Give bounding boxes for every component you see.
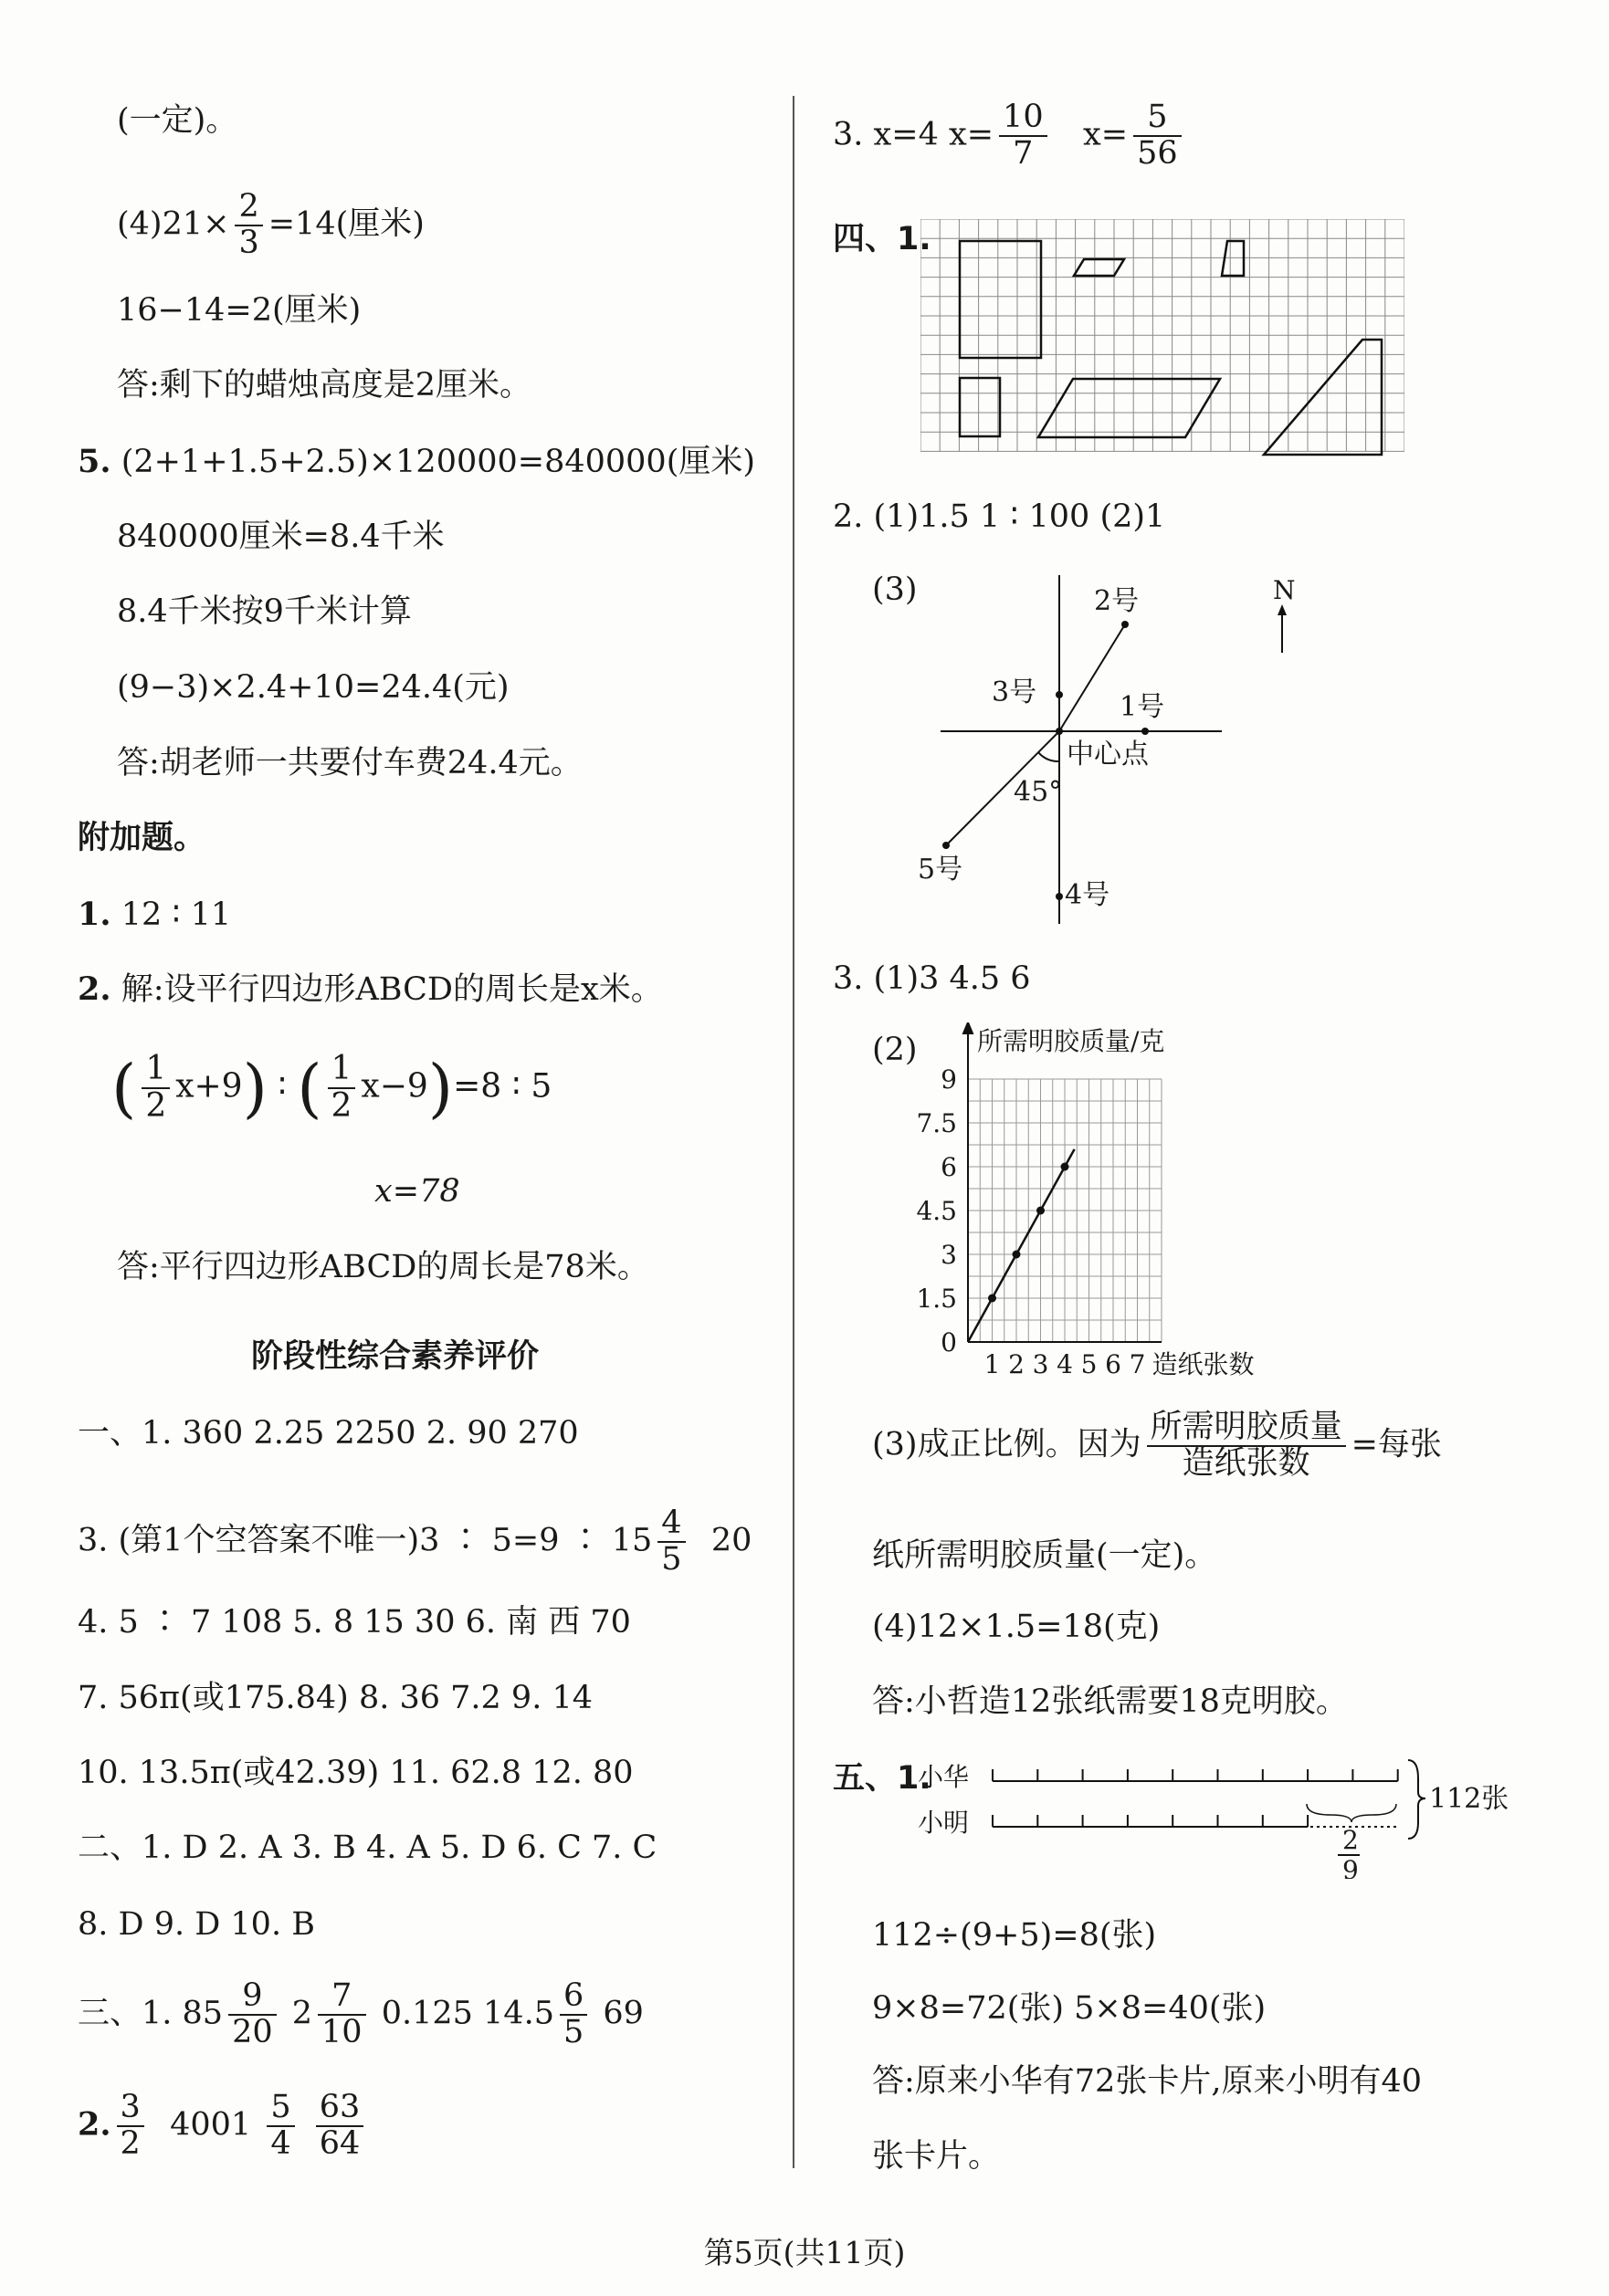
text-line: (3)成正比例。因为 所需明胶质量 造纸张数 =每张 (872, 1409, 1442, 1482)
data-point (1013, 1251, 1021, 1259)
text-line: 答:剩下的蜡烛高度是2厘米。 (117, 367, 532, 404)
y-tick-label: 9 (941, 1064, 957, 1095)
text-line: (4)12×1.5=18(克) (872, 1609, 1161, 1645)
data-point (988, 1295, 996, 1303)
x-tick-label: 2 (1008, 1349, 1025, 1379)
text-line: 二、1. D 2. A 3. B 4. A 5. D 6. C 7. C (78, 1829, 657, 1866)
text-line: x=78 (374, 1173, 460, 1210)
parallelogram-small (1074, 259, 1124, 276)
text-line: 10. 13.5π(或42.39) 11. 62.8 12. 80 (78, 1755, 634, 1791)
origin-label: 0 (941, 1327, 957, 1358)
segment-b-label: 小明 (918, 1808, 970, 1838)
y-tick-label: 1.5 (916, 1284, 957, 1314)
shapes-grid (920, 219, 1404, 458)
parallelogram-large (1038, 379, 1220, 437)
text-line: (9−3)×2.4+10=24.4(元) (117, 669, 510, 706)
text-line: 16−14=2(厘米) (117, 292, 362, 329)
text-line: 三、1. 85 $\frac{9}{20}$ 2 $\frac{7}{10}$ 0.125 14.5 $\frac{6}{5}$ 69 (78, 1977, 644, 2050)
text-line: (4)21× $\frac{2}{3}$ =14(厘米) (117, 188, 425, 261)
svg-text:9: 9 (1342, 1855, 1359, 1879)
x-tick-label: 4 (1057, 1349, 1073, 1379)
x-tick-label: 1 (983, 1349, 1001, 1379)
y-axis-label: 所需明胶质量/克 (977, 1026, 1165, 1056)
total-label: 112张 (1429, 1783, 1509, 1815)
text-line: 答:平行四边形ABCD的周长是78米。 (117, 1249, 649, 1285)
page-footer: 第5页(共11页) (703, 2235, 906, 2270)
text-line: (一定)。 (117, 102, 238, 139)
svg-text:2: 2 (1342, 1825, 1359, 1855)
point-5-label: 5号 (918, 854, 963, 886)
equation: ( $\frac{1}{2}$ x+9) ∶ ( $\frac{1}{2}$ x−9)=8 ∶ 5 (111, 1050, 552, 1126)
text-line: 张卡片。 (872, 2138, 1001, 2175)
text-line: 答:小哲造12张纸需要18克明胶。 (872, 1683, 1348, 1720)
data-point (1036, 1207, 1045, 1215)
y-tick-label: 6 (941, 1152, 957, 1182)
x-tick-label: 7 (1129, 1349, 1146, 1379)
text-line: 8. D 9. D 10. B (78, 1906, 315, 1943)
segment-a-label: 小华 (918, 1762, 970, 1792)
column-divider (793, 96, 794, 2168)
text-line: 2. 解:设平行四边形ABCD的周长是x米。 (78, 970, 663, 1008)
trapezoid-large (1264, 340, 1382, 455)
text-line: 答:胡老师一共要付车费24.4元。 (117, 745, 583, 781)
direction-diagram (913, 566, 1297, 931)
data-point (1061, 1163, 1069, 1171)
y-tick-label: 7.5 (916, 1108, 957, 1138)
y-tick-label: 4.5 (916, 1196, 957, 1226)
series-line (968, 1149, 1075, 1342)
center-label: 中心点 (1067, 739, 1149, 771)
gelatin-chart (913, 1022, 1425, 1388)
section-title: 阶段性综合素养评价 (251, 1338, 540, 1375)
text-line: 840000厘米=8.4千米 (117, 519, 445, 555)
text-line: 1. 12 ∶ 11 (78, 896, 232, 933)
text-line: 112÷(9+5)=8(张) (872, 1917, 1157, 1954)
x-axis-label: 造纸张数 (1152, 1349, 1255, 1379)
trapezoid-small (1222, 241, 1244, 276)
text-line: 9×8=72(张) 5×8=40(张) (872, 1990, 1267, 2027)
point-2-label: 2号 (1094, 585, 1140, 617)
text-line: (2) (872, 1032, 918, 1068)
text-line: 纸所需明胶质量(一定)。 (872, 1537, 1217, 1574)
angle-label: 45° (1014, 776, 1063, 808)
text-line: (3) (872, 571, 918, 608)
x-tick-label: 6 (1105, 1349, 1121, 1379)
text-line: 3. x=4 x= $\frac{10}{7}$ x= $\frac{5}{56}$ (833, 100, 1187, 172)
point-1-label: 1号 (1120, 691, 1165, 723)
segment-diagram (918, 1751, 1520, 1879)
section-heading: 附加题。 (78, 820, 206, 856)
text-line: 3. (第1个空答案不唯一)3 ∶ 5=9 ∶ 15 $\frac{4}{5}$ 20 (78, 1504, 752, 1578)
text-line: 答:原来小华有72张卡片,原来小明有40 (872, 2063, 1422, 2100)
point-4-label: 4号 (1065, 879, 1110, 911)
rectangle-shape (960, 241, 1041, 358)
y-tick-label: 3 (941, 1240, 957, 1270)
text-line: 2. (1)1.5 1 ∶ 100 (2)1 (833, 498, 1166, 535)
point-3-label: 3号 (992, 676, 1037, 708)
text-line: 5. (2+1+1.5+2.5)×120000=840000(厘米) (78, 443, 756, 480)
x-tick-label: 3 (1032, 1349, 1049, 1379)
question-label: 四、1. (833, 221, 931, 257)
x-tick-label: 5 (1080, 1349, 1098, 1379)
text-line: 一、1. 360 2.25 2250 2. 90 270 (78, 1415, 579, 1452)
small-rectangle (960, 378, 1000, 436)
question-label: 五、1. (833, 1760, 931, 1797)
text-line: 8.4千米按9千米计算 (117, 593, 412, 630)
text-line: 3. (1)3 4.5 6 (833, 960, 1031, 997)
north-label: N (1273, 575, 1296, 605)
text-line: 2. $\frac{3}{2}$ 4001 $\frac{5}{4}$ $\frac{63}{64}$ (78, 2091, 369, 2162)
text-line: 7. 56π(或175.84) 8. 36 7.2 9. 14 (78, 1680, 593, 1716)
text-line: 4. 5 ∶ 7 108 5. 8 15 30 6. 南 西 70 (78, 1604, 631, 1641)
